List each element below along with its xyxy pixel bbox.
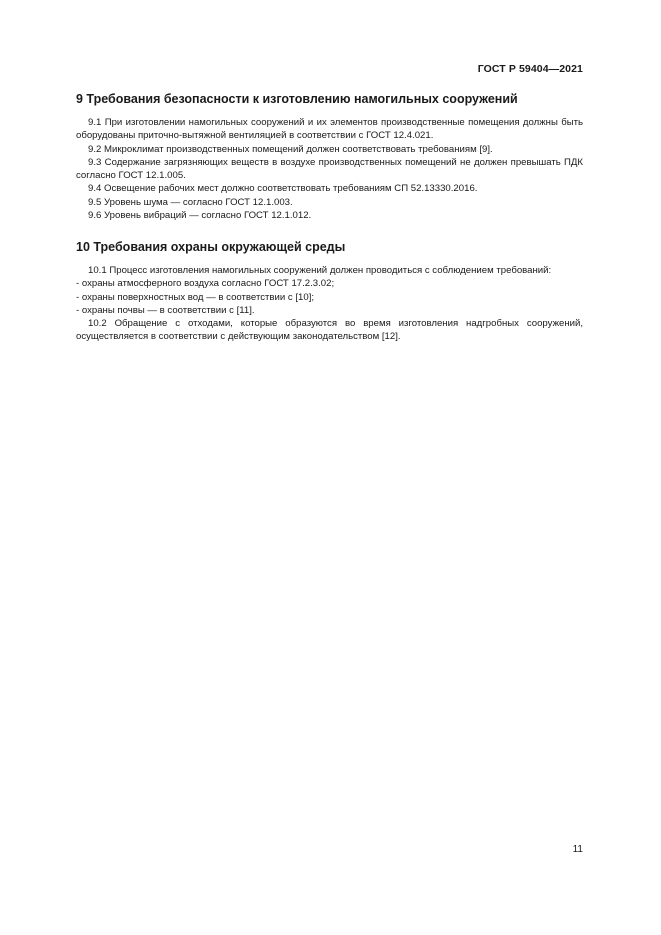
paragraph-10-2: 10.2 Обращение с отходами, которые образуются во время изготовления надгробных сооружений, осуществляется в соответствии с действующим законодательством [12]. — [76, 318, 583, 343]
page-number: 11 — [572, 844, 583, 855]
section-9-title: 9 Требования безопасности к изготовлению намогильных сооружений — [76, 92, 518, 106]
paragraph-9-1: 9.1 При изготовлении намогильных сооружений и их элементов производственные помещения должны быть оборудованы приточно-вытяжной вентиляцией в соответствии с ГОСТ 12.4.021. — [76, 117, 583, 142]
section-10-body — [76, 264, 583, 344]
list-item: - охраны атмосферного воздуха согласно ГОСТ 17.2.3.02; — [76, 278, 335, 290]
paragraph-9-6: 9.6 Уровень вибраций — согласно ГОСТ 12.1.012. — [88, 210, 312, 222]
section-10-title: 10 Требования охраны окружающей среды — [76, 240, 346, 254]
paragraph-9-3: 9.3 Содержание загрязняющих веществ в воздухе производственных помещений не должен превышать ПДК согласно ГОСТ 12.1.005. — [76, 156, 583, 182]
paragraph-9-2: 9.2 Микроклимат производственных помещений должен соответствовать требованиям [9]. — [88, 143, 493, 155]
paragraph-9-4: 9.4 Освещение рабочих мест должно соответствовать требованиям СП 52.13330.2016. — [88, 183, 478, 195]
paragraph-10-1: 10.1 Процесс изготовления намогильных сооружений должен проводиться с соблюдением требований: — [88, 265, 552, 276]
list-item: - охраны почвы — в соответствии с [11]. — [76, 304, 255, 316]
section-9-body — [76, 116, 583, 222]
list-item: - охраны поверхностных вод — в соответствии с [10]; — [76, 291, 315, 303]
page-header: ГОСТ Р 59404—2021 — [477, 63, 583, 75]
paragraph-9-5: 9.5 Уровень шума — согласно ГОСТ 12.1.003. — [88, 196, 293, 208]
